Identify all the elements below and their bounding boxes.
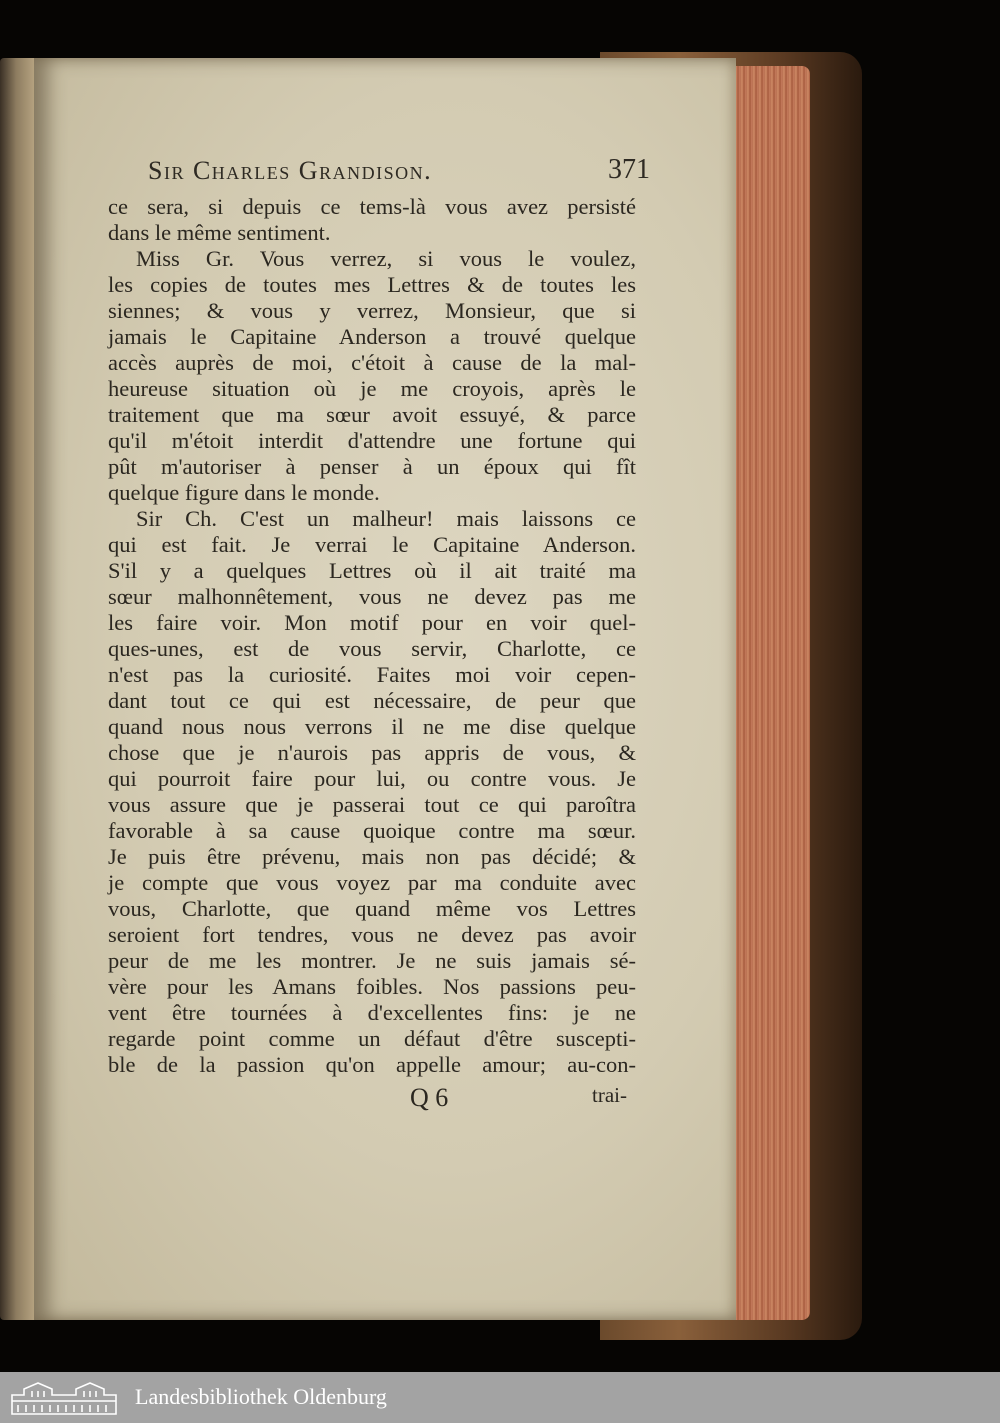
page-number: 371	[608, 154, 650, 185]
text-line: jamais le Capitaine Anderson a trouvé quelque	[108, 324, 636, 349]
text-line: Sir Ch. C'est un malheur! mais laissons ce	[136, 506, 636, 531]
text-line: je compte que vous voyez par ma conduite avec	[108, 870, 636, 895]
text-line: sœur malhonnêtement, vous ne devez pas me	[108, 584, 636, 609]
left-page-edge	[0, 58, 36, 1320]
text-line: heureuse situation où je me croyois, après le	[108, 376, 636, 401]
signature-mark: Q 6	[410, 1083, 449, 1112]
text-line: qu'il m'étoit interdit d'attendre une fortune qui	[108, 428, 636, 453]
text-line: regarde point comme un défaut d'être suscepti-	[108, 1026, 636, 1051]
text-line: ce sera, si depuis ce tems-là vous avez persisté	[108, 194, 636, 219]
running-head	[130, 150, 650, 190]
text-line: favorable à sa cause quoique contre ma sœur.	[108, 818, 636, 843]
running-head-title: Sir Charles Grandison.	[148, 156, 433, 185]
text-line: vous, Charlotte, que quand même vos Lettres	[108, 896, 636, 921]
text-line: vous assure que je passerai tout ce qui paroîtra	[108, 792, 636, 817]
text-line: seroient fort tendres, vous ne devez pas avoir	[108, 922, 636, 947]
text-line: chose que je n'aurois pas appris de vous, &	[108, 740, 636, 765]
library-building-icon	[8, 1379, 120, 1416]
text-line: accès auprès de moi, c'étoit à cause de la mal-	[108, 350, 636, 375]
body-text	[108, 194, 636, 1078]
text-line: vère pour les Amans foibles. Nos passions peu-	[108, 974, 636, 999]
catchword: trai-	[592, 1083, 627, 1107]
text-line: n'est pas la curiosité. Faites moi voir cepen-	[108, 662, 636, 687]
text-line: siennes; & vous y verrez, Monsieur, que si	[108, 298, 636, 323]
text-line: quelque figure dans le monde.	[108, 480, 380, 505]
text-line: qui pourroit faire pour lui, ou contre vous. Je	[108, 766, 636, 791]
text-line: Je puis être prévenu, mais non pas décidé; &	[108, 844, 636, 869]
library-name: Landesbibliothek Oldenburg	[135, 1384, 387, 1409]
text-line: peur de me les montrer. Je ne suis jamais sé-	[108, 948, 636, 973]
text-line: S'il y a quelques Lettres où il ait traité ma	[108, 558, 636, 583]
text-line: dans le même sentiment.	[108, 220, 331, 245]
text-line: vent être tournées à d'excellentes fins: je ne	[108, 1000, 636, 1025]
text-line: pût m'autoriser à penser à un époux qui fît	[108, 454, 636, 479]
text-line: les faire voir. Mon motif pour en voir quel-	[108, 610, 636, 635]
text-line: traitement que ma sœur avoit essuyé, & parce	[108, 402, 636, 427]
text-line: qui est fait. Je verrai le Capitaine Anderson.	[108, 532, 636, 557]
text-line: ques-unes, est de vous servir, Charlotte, ce	[108, 636, 636, 661]
page-edges	[728, 66, 810, 1320]
footer-bar	[0, 1372, 1000, 1423]
text-line: Miss Gr. Vous verrez, si vous le voulez,	[136, 246, 636, 271]
text-line: les copies de toutes mes Lettres & de toutes les	[108, 272, 636, 297]
text-line: ble de la passion qu'on appelle amour; au-con-	[108, 1052, 636, 1077]
text-line: quand nous nous verrons il ne me dise quelque	[108, 714, 636, 739]
text-line: dant tout ce qui est nécessaire, de peur que	[108, 688, 636, 713]
